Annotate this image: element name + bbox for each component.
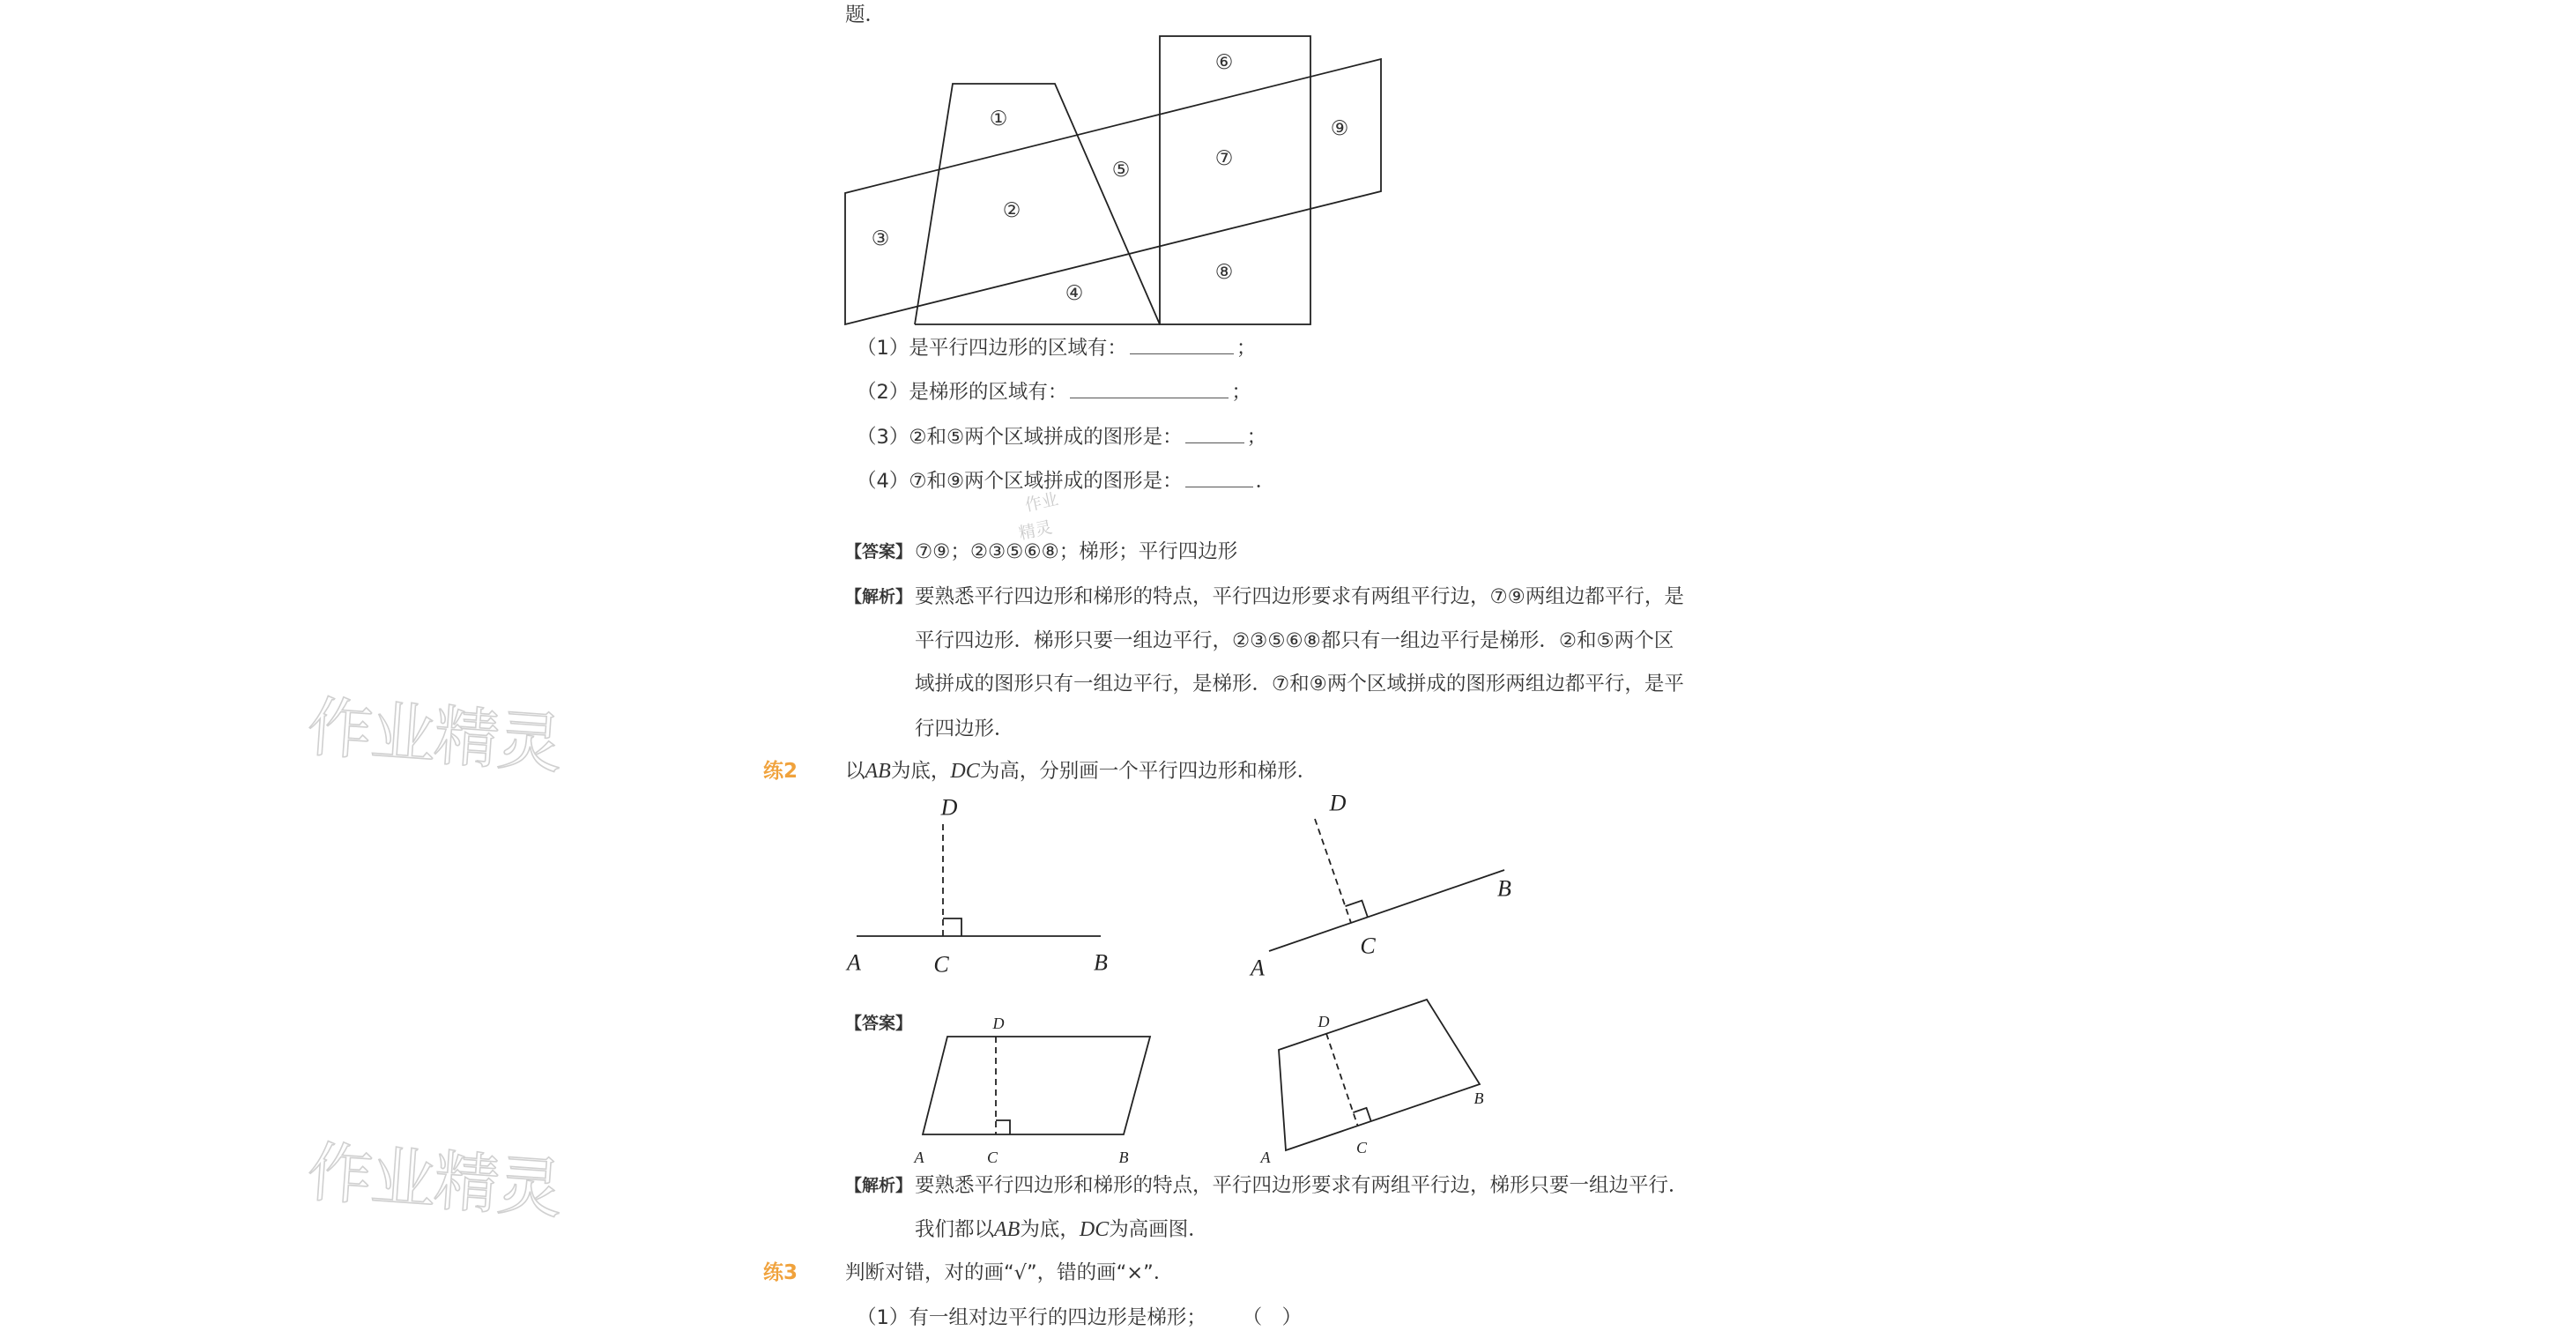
region-label-5: ⑤ — [1111, 159, 1131, 182]
point-label-c: C — [986, 1149, 998, 1166]
trapezoid-shape — [915, 84, 1160, 324]
exercise-3-label: 练3 — [763, 1261, 798, 1284]
analysis-line: 行四边形． — [915, 718, 1014, 740]
point-label-c: C — [933, 951, 949, 978]
question-text: （2）是梯形的区域有： — [857, 381, 1068, 404]
rectangle-shape — [1160, 36, 1310, 324]
region-label-3: ③ — [871, 227, 890, 250]
base-line-ab-right — [1269, 870, 1504, 951]
question-text: （4）⑦和⑨两个区域拼成的图形是： — [857, 470, 1183, 493]
right-angle-mark-parallelogram — [996, 1120, 1010, 1134]
answer-blank — [1070, 381, 1229, 398]
answer-blank — [1185, 470, 1253, 487]
watermark: 作业精灵 — [304, 688, 564, 783]
answer-text: ⑦⑨；②③⑤⑥⑧；梯形；平行四边形 — [915, 540, 1238, 563]
analysis-line: 域拼成的图形只有一组边平行，是梯形．⑦和⑨两个区域拼成的图形两组边都平行，是平 — [915, 673, 1684, 695]
region-label-7: ⑦ — [1214, 147, 1234, 170]
analysis-label: 【解析】 — [845, 1176, 913, 1195]
analysis-line: 要熟悉平行四边形和梯形的特点，平行四边形要求有两组平行边，梯形只要一组边平行． — [915, 1174, 1689, 1197]
question-suffix: ； — [1246, 426, 1267, 449]
parallelogram-answer — [923, 1037, 1150, 1134]
question-1 — [857, 337, 1256, 360]
question-suffix: ； — [1236, 337, 1257, 360]
region-label-9: ⑨ — [1330, 117, 1349, 140]
point-label-d: D — [940, 794, 958, 821]
text-part: 为底， — [1020, 1218, 1080, 1241]
segment-ab: AB — [994, 1218, 1021, 1241]
analysis-line — [915, 1218, 1208, 1241]
point-label-a: A — [914, 1149, 924, 1166]
answer-2-figure — [828, 1005, 1551, 1172]
point-label-b: B — [1497, 875, 1511, 902]
point-label-b: B — [1474, 1089, 1484, 1107]
watermark-small-top: 作业 — [1023, 489, 1060, 516]
text-part: 为底， — [890, 760, 951, 783]
right-angle-mark-left — [943, 918, 961, 936]
region-label-2: ② — [1002, 199, 1021, 222]
answer-bracket: （ ） — [1251, 1306, 1303, 1329]
exercise-3-item-1 — [857, 1306, 1302, 1329]
watermark-small-bottom: 精灵 — [1017, 517, 1054, 544]
point-label-b: B — [1118, 1149, 1129, 1166]
point-label-c: C — [1360, 933, 1376, 959]
segment-dc: DC — [950, 760, 980, 783]
height-dc-right — [1315, 819, 1351, 923]
answer-label: 【答案】 — [845, 542, 913, 561]
text-part: 我们都以 — [915, 1218, 995, 1241]
question-text: （1）是平行四边形的区域有： — [857, 337, 1127, 360]
point-label-a: A — [1251, 955, 1265, 981]
analysis-label: 【解析】 — [845, 587, 913, 606]
question-4 — [857, 470, 1275, 493]
segment-ab: AB — [865, 760, 891, 783]
analysis-line: 要熟悉平行四边形和梯形的特点，平行四边形要求有两组平行边，⑦⑨两组边都平行，是 — [915, 585, 1684, 608]
region-label-1: ① — [989, 108, 1008, 130]
region-label-6: ⑥ — [1214, 51, 1234, 74]
analysis-line: 平行四边形．梯形只要一组边平行，②③⑤⑥⑧都只有一组边平行是梯形．②和⑤两个区 — [915, 629, 1674, 652]
segment-dc: DC — [1079, 1218, 1110, 1241]
point-label-d: D — [1318, 1013, 1330, 1030]
exercise-2-text — [845, 760, 1317, 783]
right-angle-mark-right — [1346, 901, 1368, 918]
point-label-a: A — [1260, 1149, 1271, 1166]
region-label-8: ⑧ — [1214, 261, 1234, 284]
region-label-4: ④ — [1065, 282, 1084, 305]
point-label-d: D — [992, 1015, 1005, 1032]
point-label-a: A — [847, 949, 861, 976]
text-part: 为高，分别画一个平行四边形和梯形． — [979, 760, 1318, 783]
question-2 — [857, 381, 1251, 404]
answer-blank — [1185, 426, 1244, 443]
exercise-3-text: 判断对错，对的画“√”，错的画“×”． — [845, 1261, 1174, 1284]
slanted-parallelogram-shape — [845, 59, 1381, 324]
question-suffix: ； — [1231, 381, 1251, 404]
point-label-c: C — [1355, 1139, 1368, 1156]
text-part: 为高画图． — [1109, 1218, 1208, 1241]
answer-blank — [1130, 337, 1234, 354]
question-suffix: ． — [1255, 470, 1276, 493]
point-label-b: B — [1094, 949, 1108, 976]
exercise-2-figure — [828, 784, 1551, 987]
point-label-d: D — [1329, 790, 1347, 816]
item-text: （1）有一组对边平行的四边形是梯形； — [857, 1306, 1206, 1329]
question-text: （3）②和⑤两个区域拼成的图形是： — [857, 426, 1183, 449]
answer-label: 【答案】 — [845, 1014, 913, 1033]
page-top-fragment: 题． — [845, 4, 886, 26]
trapezoid-answer — [1279, 1000, 1480, 1150]
watermark: 作业精灵 — [304, 1134, 564, 1228]
region-figure — [828, 26, 1401, 335]
text-part: 以 — [845, 760, 865, 783]
exercise-2-label: 练2 — [763, 760, 798, 783]
question-3 — [857, 426, 1266, 449]
